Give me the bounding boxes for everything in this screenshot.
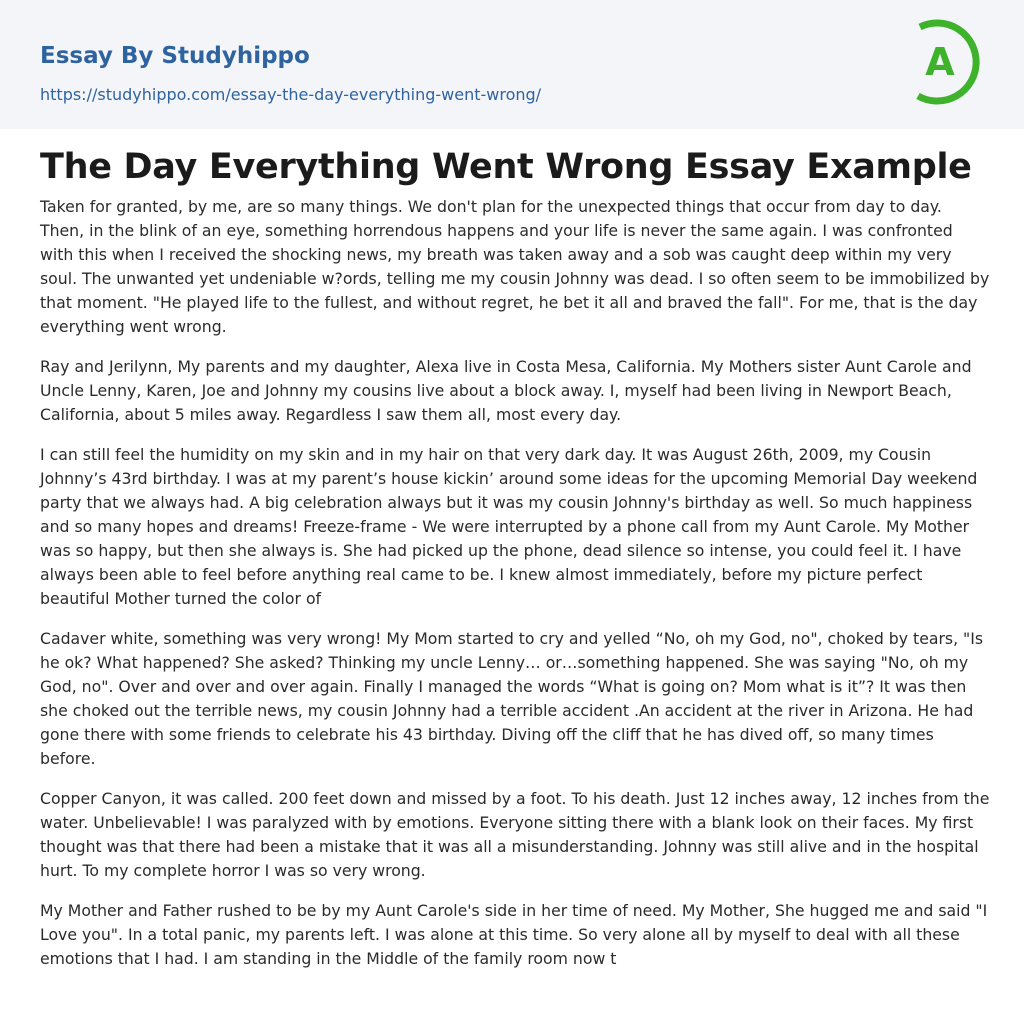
essay-paragraph: Cadaver white, something was very wrong! My Mom started to cry and yelled “No, oh my God, no", choked by tears, "Is he ok? What happened? She asked? Thinking my uncle Lenny… or…something happened. She was saying "No, oh my God, no". Over and over and over again. Finally I managed the words “What is going on? Mom what is it”? It was then she choked out the terrible news, my cousin Johnny had a terrible accident .An accident at the river in Arizona. He had gone there with some friends to celebrate his 43 birthday. Diving off the cliff that he has dived off, so many times before.	[40, 629, 984, 768]
article-title-wrap	[40, 144, 972, 190]
essay-paragraph: Ray and Jerilynn, My parents and my daughter, Alexa live in Costa Mesa, California. My Mothers sister Aunt Carole and Uncle Lenny, Karen, Joe and Johnny my cousins live about a block away. I, myself had been living in Newport Beach, California, about 5 miles away. Regardless I saw them all, most every day.	[40, 357, 972, 424]
essay-paragraph: Taken for granted, by me, are so many things. We don't plan for the unexpected things that occur from day to day. Then, in the blink of an eye, something horrendous happens and your life is never the same again. I was confronted with this when I received the shocking news, my breath was taken away and a sob was caught deep within my very soul. The unwanted yet undeniable w?ords, telling me my cousin Johnny was dead. I so often seem to be immobilized by that moment. "He played life to the fullest, and without regret, he bet it all and braved the fall". For me, that is the day everything went wrong.	[40, 197, 990, 336]
studyhippo-logo[interactable]	[910, 17, 988, 107]
page-title: The Day Everything Went Wrong Essay Example	[40, 147, 972, 187]
essay-body	[40, 195, 990, 987]
essay-paragraph: My Mother and Father rushed to be by my Aunt Carole's side in her time of need. My Mother, She hugged me and said "I Love you". In a total panic, my parents left. I was alone at this time. So very alone all by myself to deal with all these emotions that I had. I am standing in the Middle of the family room now t	[40, 901, 988, 968]
essay-paragraph: Copper Canyon, it was called. 200 feet down and missed by a foot. To his death. Just 12 inches away, 12 inches from the water. Unbelievable! I was paralyzed with by emotions. Everyone sitting there with a blank look on their faces. My first thought was that there had been a mistake that it was all a misunderstanding. Johnny was still alive and in the hospital hurt. To my complete horror I was so very wrong.	[40, 789, 990, 880]
article-url-link[interactable]: https://studyhippo.com/essay-the-day-everything-went-wrong/	[40, 85, 542, 104]
logo-letter: A	[925, 40, 955, 84]
essay-paragraph: I can still feel the humidity on my skin and in my hair on that very dark day. It was August 26th, 2009, my Cousin Johnny’s 43rd birthday. I was at my parent’s house kickin’ around some ideas for the upcoming Memorial Day weekend party that we always had. A big celebration always but it was my cousin Johnny's birthday as well. So much happiness and so many hopes and dreams! Freeze-frame - We were interrupted by a phone call from my Aunt Carole. My Mother was so happy, but then she always is. She had picked up the phone, dead silence so intense, you could feel it. I have always been able to feel before anything real came to be. I knew almost immediately, before my picture perfect beautiful Mother turned the color of	[40, 445, 978, 608]
site-header	[0, 0, 1024, 129]
logo-a-icon	[910, 17, 988, 107]
site-title[interactable]: Essay By Studyhippo	[40, 43, 310, 69]
